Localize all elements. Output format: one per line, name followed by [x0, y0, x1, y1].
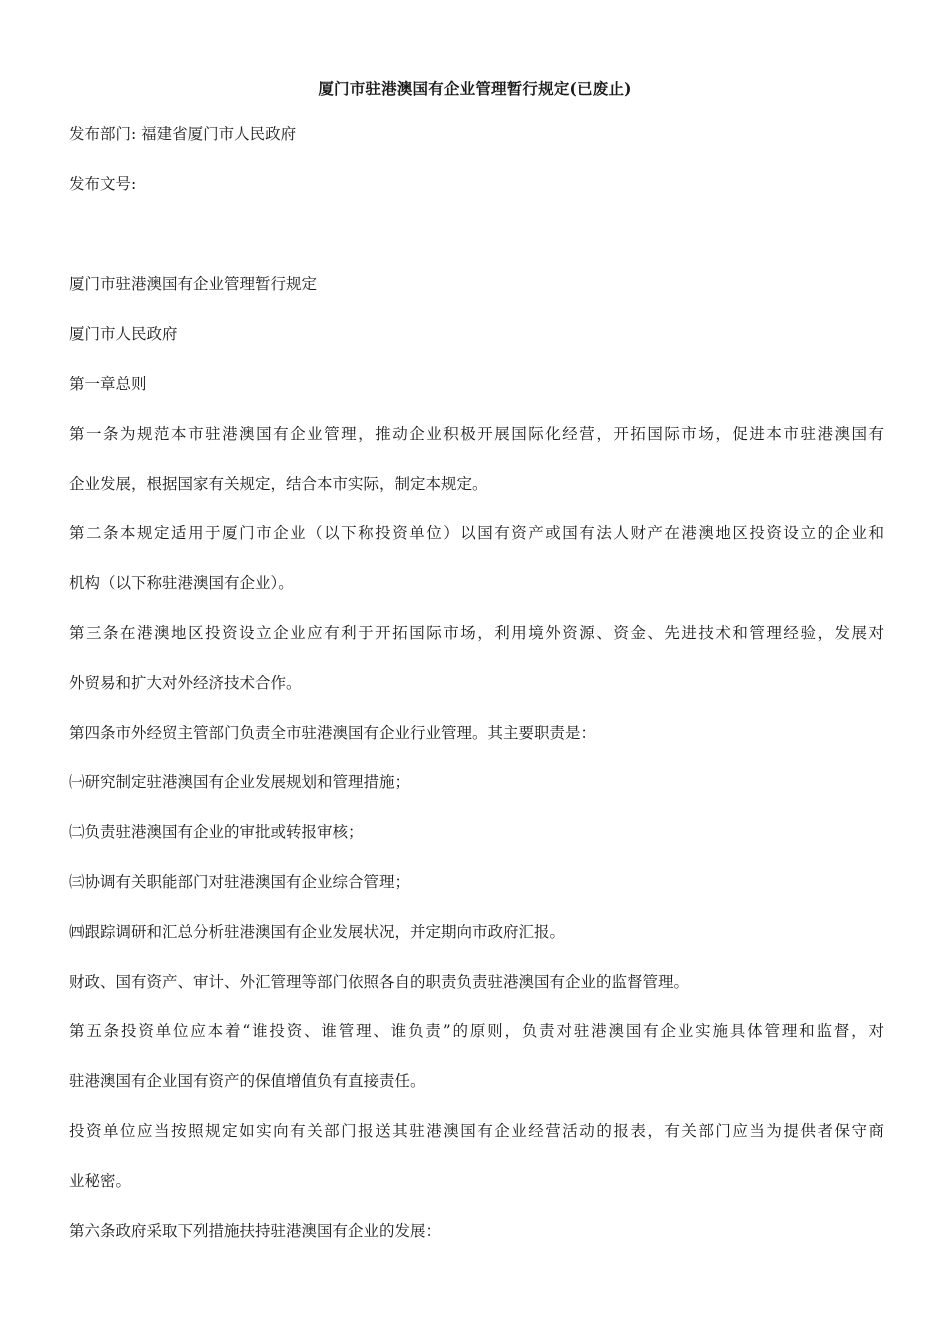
regulation-heading: 厦门市驻港澳国有企业管理暂行规定	[69, 275, 318, 293]
body-line: 第三条在港澳地区投资设立企业应有利于开拓国际市场，利用境外资源、资金、先进技术和管理经验，发展对	[69, 624, 884, 642]
body-line: 驻港澳国有企业国有资产的保值增值负有直接责任。	[69, 1072, 426, 1090]
body-line: 第五条投资单位应本着“谁投资、谁管理、谁负责”的原则，负责对驻港澳国有企业实施具体管理和监督，对	[69, 1022, 884, 1040]
body-line: 第一条为规范本市驻港澳国有企业管理，推动企业积极开展国际化经营，开拓国际市场，促进本市驻港澳国有	[69, 425, 884, 443]
list-item: ㈠研究制定驻港澳国有企业发展规划和管理措施；	[69, 773, 411, 791]
list-item: ㈢协调有关职能部门对驻港澳国有企业综合管理；	[69, 873, 411, 891]
chapter-heading: 第一章总则	[69, 375, 147, 393]
issuer-line: 发布部门: 福建省厦门市人民政府	[69, 125, 297, 143]
body-line: 第四条市外经贸主管部门负责全市驻港澳国有企业行业管理。其主要职责是：	[69, 724, 597, 742]
body-line: 业秘密。	[69, 1172, 132, 1190]
body-line: 第六条政府采取下列措施扶持驻港澳国有企业的发展：	[69, 1222, 442, 1240]
list-item: ㈣跟踪调研和汇总分析驻港澳国有企业发展状况，并定期向市政府汇报。	[69, 923, 566, 941]
body-line: 财政、国有资产、审计、外汇管理等部门依照各自的职责负责驻港澳国有企业的监督管理。	[69, 973, 690, 991]
doc-number-line: 发布文号:	[69, 175, 137, 193]
body-line: 企业发展，根据国家有关规定，结合本市实际，制定本规定。	[69, 475, 488, 493]
body-line: 第二条本规定适用于厦门市企业（以下称投资单位）以国有资产或国有法人财产在港澳地区投资设立的企业和	[69, 524, 884, 542]
body-line: 投资单位应当按照规定如实向有关部门报送其驻港澳国有企业经营活动的报表，有关部门应当为提供者保守商	[69, 1122, 884, 1140]
body-line: 机构（以下称驻港澳国有企业）。	[69, 574, 294, 592]
list-item: ㈡负责驻港澳国有企业的审批或转报审核；	[69, 823, 364, 841]
issuing-authority: 厦门市人民政府	[69, 325, 178, 343]
document-title: 厦门市驻港澳国有企业管理暂行规定(已废止)	[318, 79, 632, 98]
body-line: 外贸易和扩大对外经济技术合作。	[69, 674, 302, 692]
